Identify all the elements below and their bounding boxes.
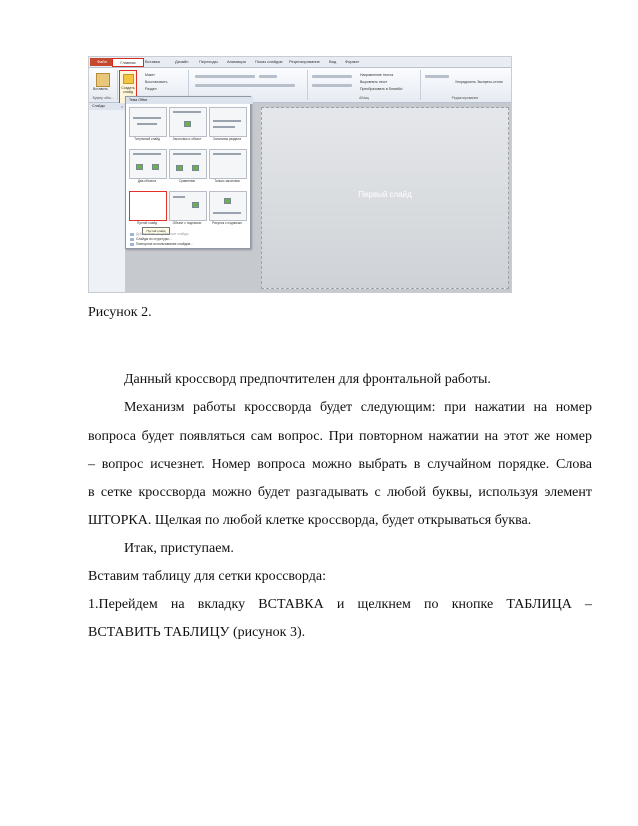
layout-caption: Титульный слайд [134, 137, 160, 141]
tab-format[interactable]: Формат [345, 59, 360, 64]
font-format-buttons [195, 84, 295, 87]
close-icon[interactable]: × [120, 104, 123, 109]
figure-screenshot [88, 56, 512, 293]
layout-caption: Объект с подписью [172, 221, 202, 225]
clipboard-group [89, 70, 118, 100]
slide-canvas[interactable] [261, 107, 509, 289]
smartart-button[interactable]: Преобразовать в SmartArt [360, 87, 403, 91]
layout-caption: Заголовок раздела [213, 137, 241, 141]
layout-caption: Пустой слайд [136, 221, 158, 225]
align-buttons [312, 84, 352, 87]
ribbon-tab-bar [89, 57, 511, 68]
paragraph-group-caption: Абзац [359, 96, 369, 100]
slides-pane-header: Слайды [89, 103, 128, 110]
shapes-gallery [425, 75, 449, 78]
outline-icon [130, 238, 134, 241]
tab-review[interactable]: Рецензирование [289, 59, 320, 64]
reset-button[interactable]: Восстановить [145, 80, 168, 84]
tab-home[interactable]: Главная [112, 58, 144, 67]
paragraph-line: Вставим таблицу для сетки кроссворда: [88, 569, 326, 584]
reuse-icon [130, 243, 134, 246]
tab-file[interactable]: Файл [90, 58, 114, 66]
new-slide-icon [123, 74, 134, 84]
layout-title-slide[interactable] [129, 107, 167, 137]
tab-view[interactable]: Вид [329, 59, 337, 64]
gallery-header: Тема Office [126, 97, 253, 104]
arrange-button[interactable]: Упорядочить [455, 80, 476, 84]
tab-design[interactable]: Дизайн [175, 59, 189, 64]
tooltip: Пустой слайд [142, 227, 170, 235]
layout-content-caption[interactable] [169, 191, 207, 221]
drawing-group [421, 70, 509, 100]
paste-icon [96, 73, 110, 87]
layout-caption: Сравнение [178, 179, 196, 183]
paragraph-line: в сетке кроссворда можно будет разгадывать с любой буквы, используя элемент [88, 485, 592, 500]
paragraph-group [308, 70, 421, 100]
list-buttons [312, 75, 352, 78]
clipboard-group-caption: Буфер обм... [92, 96, 114, 100]
layout-comparison[interactable] [169, 149, 207, 179]
layout-picture-caption[interactable] [209, 191, 247, 221]
new-slide-label: Создать слайд [121, 86, 135, 94]
command-label: Повторное использование слайдов... [136, 242, 193, 246]
font-name-box [195, 75, 255, 78]
paragraph-line: Итак, приступаем. [124, 541, 234, 556]
paste-button[interactable]: Вставить [93, 87, 108, 91]
figure-caption: Рисунок 2. [88, 305, 152, 320]
layout-caption: Только заголовок [214, 179, 240, 183]
editing-group-caption: Редактирование [451, 96, 479, 100]
align-text-button[interactable]: Выровнять текст [360, 80, 388, 84]
paragraph-line: ВСТАВИТЬ ТАБЛИЦУ (рисунок 3). [88, 625, 306, 640]
command-label: Дублировать выделенные слайды [136, 232, 189, 236]
paragraph-line: ШТОРКА. Щелкая по любой клетке кроссворда, будет открываться буква. [88, 513, 532, 528]
text-direction-button[interactable]: Направление текста [360, 73, 394, 77]
tab-insert[interactable]: Вставка [145, 59, 160, 64]
paragraph-line: Механизм работы кроссворда будет следующим: при нажатии на номер [124, 400, 592, 415]
layout-title-content[interactable] [169, 107, 207, 137]
layout-caption: Рисунок с подписью [212, 221, 242, 225]
tab-slideshow[interactable]: Показ слайдов [255, 59, 283, 64]
section-button[interactable]: Раздел [145, 87, 157, 91]
paragraph-line: вопроса будет появляться сам вопрос. При повторном нажатии на этот же номер [88, 429, 592, 444]
command-label: Слайды из структуры... [136, 237, 172, 241]
layout-button[interactable]: Макет [145, 73, 155, 77]
duplicate-icon [130, 233, 134, 236]
slides-pane [89, 103, 126, 292]
paragraph-line: – вопрос исчезнет. Номер вопроса можно выбрать в случайном порядке. Слова [88, 457, 592, 472]
layout-title-only[interactable] [209, 149, 247, 179]
reuse-slides-command[interactable] [130, 242, 193, 247]
layout-two-content[interactable] [129, 149, 167, 179]
layout-caption: Заголовок и объект [172, 137, 202, 141]
tab-animation[interactable]: Анимация [227, 59, 246, 64]
slide-title-placeholder[interactable]: Первый слайд [358, 190, 412, 199]
layout-gallery [125, 96, 251, 249]
quick-styles-button[interactable]: Экспресс-стили [477, 80, 503, 84]
layout-blank[interactable] [129, 191, 167, 221]
font-size-box [259, 75, 277, 78]
layout-section-header[interactable] [209, 107, 247, 137]
paragraph-line: Данный кроссворд предпочтителен для фронтальной работы. [124, 372, 491, 387]
tab-transitions[interactable]: Переходы [199, 59, 218, 64]
layout-caption: Два объекта [137, 179, 157, 183]
paragraph-line: 1.Перейдем на вкладку ВСТАВКА и щелкнем по кнопке ТАБЛИЦА – [88, 597, 592, 612]
